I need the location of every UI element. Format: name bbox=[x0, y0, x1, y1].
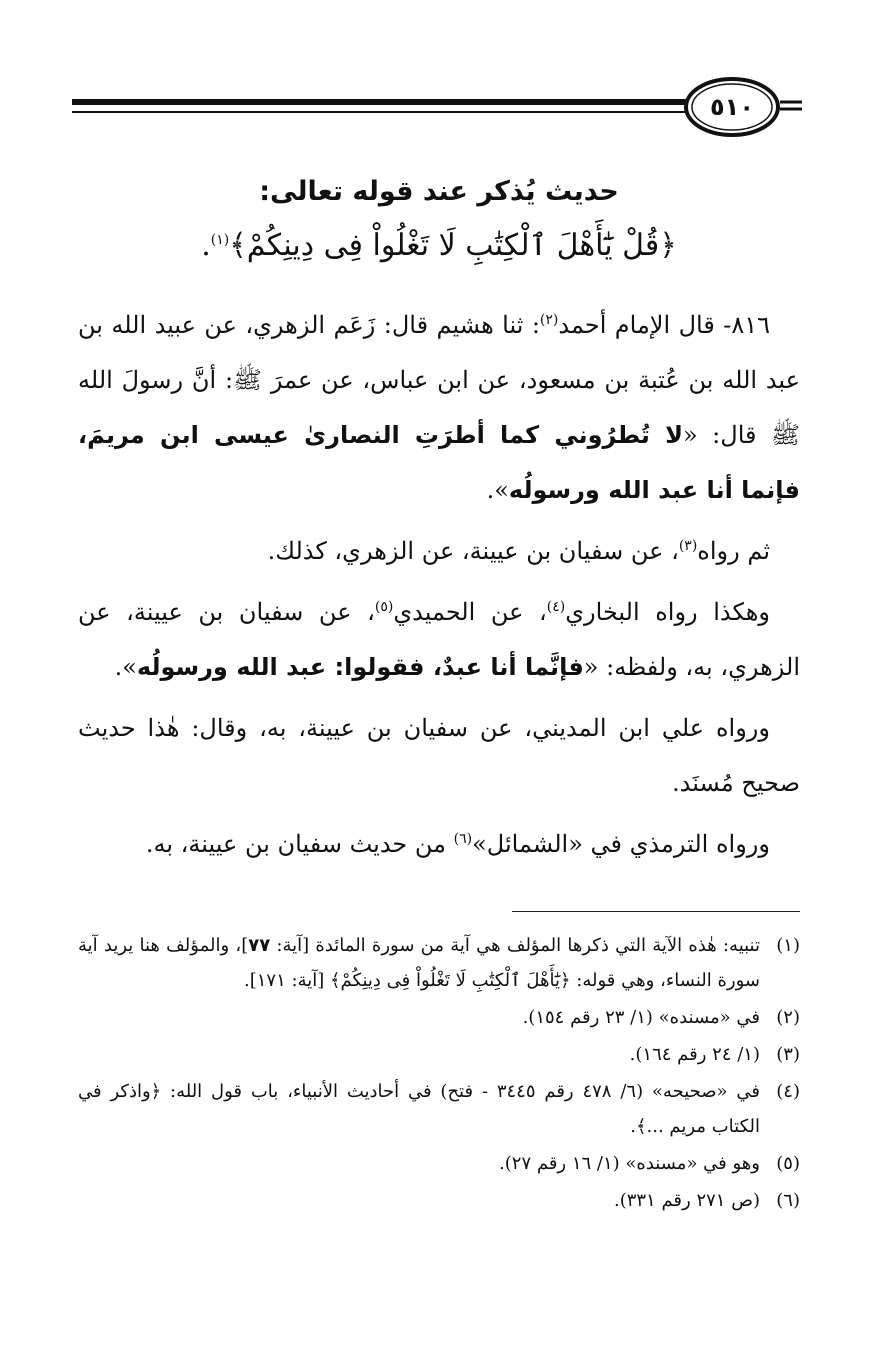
paragraph-5 bbox=[78, 817, 800, 872]
footnote-2 bbox=[78, 1000, 800, 1035]
page-header bbox=[72, 72, 802, 142]
p1-text-a: ٨١٦- قال الإمام أحمد bbox=[558, 311, 770, 339]
hadith-quote-1: لا تُطرُوني كما أطرَتِ النصارىٰ عيسى ابن مريمَ، فإنما أنا عبد الله ورسولُه bbox=[78, 421, 800, 504]
footnote-text-bold: ٧٧ bbox=[248, 935, 271, 956]
footnote-3 bbox=[78, 1037, 800, 1072]
hadith-quote-2: فإنَّما أنا عبدٌ، فقولوا: عبد الله ورسولُه bbox=[136, 653, 584, 681]
footnote-number: (٦) bbox=[776, 1190, 800, 1211]
footnote-5 bbox=[78, 1146, 800, 1181]
footnote-number: (٤) bbox=[776, 1081, 800, 1102]
footnote-text-b: ]، والمؤلف هنا يريد آية سورة النساء، وهي قوله: ﴿يَٰٓأَهْلَ ٱلْكِتَٰبِ لَا تَغْلُواْ فِى دِينِكُمْ﴾ [آية: ١٧١]. bbox=[78, 935, 760, 991]
p3-text-c: ، عن سفيان بن عيينة، عن الزهري، به، ولفظه: « bbox=[78, 598, 800, 681]
paragraph-3 bbox=[78, 585, 800, 695]
p5-text-a: ورواه الترمذي في «الشمائل» bbox=[472, 830, 770, 858]
footnote-text: في «مسنده» (١/ ٢٣ رقم ١٥٤). bbox=[522, 1007, 760, 1028]
footnote-divider bbox=[512, 911, 800, 912]
section-title bbox=[78, 172, 800, 266]
footnote-text bbox=[78, 928, 760, 998]
title-line-1: حديث يُذكر عند قوله تعالى: bbox=[259, 176, 619, 207]
paragraph-816 bbox=[78, 298, 800, 518]
main-text bbox=[78, 298, 800, 878]
footnote-ref-3[interactable]: (٣) bbox=[678, 538, 698, 554]
p1-end: ». bbox=[486, 476, 509, 504]
footnote-number: (٣) bbox=[776, 1044, 800, 1065]
footnote-1 bbox=[78, 928, 800, 998]
p1-text-b: : ثنا هشيم قال: زَعَم الزهري، عن عبيد الله بن عبد الله بن عُتبة بن مسعود، عن ابن عباس، عن عمرَ ﷺ: أنَّ رسولَ الله ﷺ قال: « bbox=[78, 311, 800, 449]
paragraph-4: ورواه علي ابن المديني، عن سفيان بن عيينة، به، وقال: هٰذا حديث صحيح مُسنَد. bbox=[78, 714, 800, 797]
footnotes bbox=[78, 928, 800, 1220]
footnote-text: في «صحيحه» (٦/ ٤٧٨ رقم ٣٤٤٥ - فتح) في أحاديث الأنبياء، باب قول الله: ﴿واذكر في الكتاب مريم ...﴾. bbox=[78, 1081, 760, 1137]
footnote-text: (١/ ٢٤ رقم ١٦٤). bbox=[629, 1044, 760, 1065]
footnote-text: وهو في «مسنده» (١/ ١٦ رقم ٢٧). bbox=[499, 1153, 760, 1174]
footnote-number: (٥) bbox=[776, 1153, 800, 1174]
title-verse-text: ﴿قُلْ يَٰٓأَهْلَ ٱلْكِتَٰبِ لَا تَغْلُواْ فِى دِينِكُمْ﴾ bbox=[229, 228, 677, 263]
p2-text-b: ، عن سفيان بن عيينة، عن الزهري، كذلك. bbox=[267, 537, 679, 565]
footnote-4 bbox=[78, 1074, 800, 1144]
page-number: ٥١٠ bbox=[710, 93, 754, 121]
footnote-ref-4[interactable]: (٤) bbox=[546, 599, 566, 615]
footnote-ref-6[interactable]: (٦) bbox=[453, 831, 473, 847]
p3-end: ». bbox=[114, 653, 137, 681]
p2-text-a: ثم رواه bbox=[697, 537, 770, 565]
footnote-number: (١) bbox=[776, 935, 800, 956]
footnote-6 bbox=[78, 1183, 800, 1218]
footnote-ref-1[interactable]: (١) bbox=[210, 232, 230, 248]
p3-text-b: ، عن الحميدي bbox=[393, 598, 547, 626]
footnote-text-a: تنبيه: هٰذه الآية التي ذكرها المؤلف هي آية من سورة المائدة [آية: bbox=[270, 935, 760, 956]
footnote-ref-5[interactable]: (٥) bbox=[374, 599, 394, 615]
footnote-text: (ص ٢٧١ رقم ٣٣١). bbox=[613, 1190, 760, 1211]
p3-text-a: وهكذا رواه البخاري bbox=[565, 598, 770, 626]
paragraph-2 bbox=[78, 524, 800, 579]
p5-text-b: من حديث سفيان بن عيينة، به. bbox=[145, 830, 454, 858]
title-verse bbox=[78, 226, 800, 266]
footnote-number: (٢) bbox=[776, 1007, 800, 1028]
title-verse-end: . bbox=[201, 228, 211, 263]
footnote-ref-2[interactable]: (٢) bbox=[539, 312, 559, 328]
